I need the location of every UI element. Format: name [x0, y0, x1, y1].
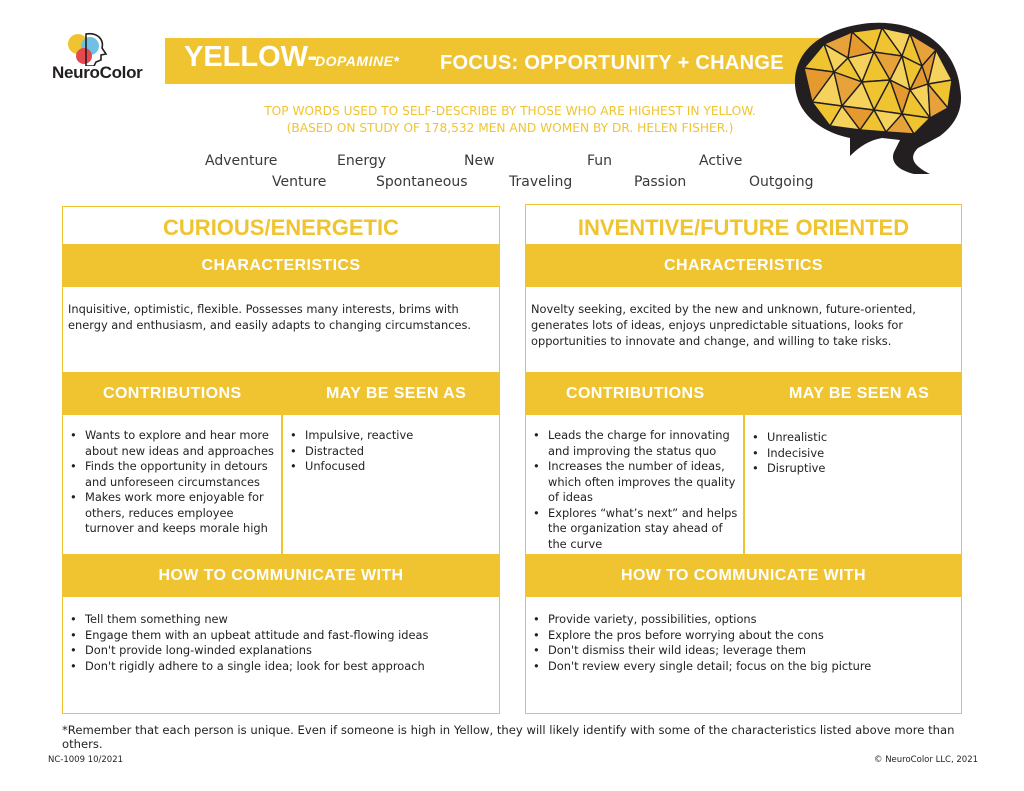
right-panel-title: INVENTIVE/FUTURE ORIENTED [577, 215, 910, 240]
keyword: Passion [634, 174, 687, 190]
left-contributions-header [63, 372, 499, 415]
logo-head-icon [64, 32, 124, 66]
list-item: • Don't rigidly adhere to a single idea; look for best approach [65, 659, 495, 675]
keyword: Traveling [509, 174, 573, 190]
list-item: • Explore the pros before worrying about the cons [528, 628, 958, 644]
focus-label: FOCUS: OPPORTUNITY + CHANGE [440, 52, 784, 74]
list-item: • Wants to explore and hear more about new ideas and approaches [65, 428, 279, 459]
document-code: NC-1009 10/2021 [48, 755, 124, 765]
right-contributions-header [526, 372, 961, 415]
right-contributions-list [528, 428, 742, 552]
left-seen-as-list [285, 428, 495, 475]
left-panel [62, 206, 500, 714]
brain-icon [790, 18, 965, 178]
right-seen-as-list [747, 430, 957, 477]
left-contributions-list [65, 428, 279, 537]
list-item: • Impulsive, reactive [285, 428, 495, 444]
list-item: • Finds the opportunity in detours and unforeseen circumstances [65, 459, 279, 490]
list-item: • Provide variety, possibilities, options [528, 612, 958, 628]
list-item: • Increases the number of ideas, which often improves the quality of ideas [528, 459, 742, 506]
right-characteristics-text: Novelty seeking, excited by the new and unknown, future-oriented, generates lots of ideas, enjoys unpredictable situations, looks for opportunities to innovate and change, and willing to take risks. [531, 302, 916, 348]
list-item: • Distracted [285, 444, 495, 460]
list-item: • Don't dismiss their wild ideas; leverage them [528, 643, 958, 659]
keyword: New [464, 153, 495, 169]
keyword: Fun [587, 153, 613, 169]
list-item: • Leads the charge for innovating and improving the status quo [528, 428, 742, 459]
keyword: Spontaneous [376, 174, 468, 190]
right-contributions-label: CONTRIBUTIONS [566, 384, 705, 402]
list-item: • Don't review every single detail; focus on the big picture [528, 659, 958, 675]
left-panel-title: CURIOUS/ENERGETIC [163, 215, 399, 240]
list-item: • Makes work more enjoyable for others, reduces employee turnover and keeps morale high [65, 490, 279, 537]
intro-text [200, 103, 820, 137]
copyright: © NeuroColor LLC, 2021 [874, 755, 979, 765]
page-subtitle: DOPAMINE* [315, 53, 400, 69]
left-seen-as-label: MAY BE SEEN AS [326, 384, 467, 402]
left-column-divider [281, 415, 283, 554]
header-banner [165, 38, 830, 84]
left-contributions-label: CONTRIBUTIONS [103, 384, 242, 402]
list-item: • Explores “what’s next” and helps the organization stay ahead of the curve [528, 506, 742, 553]
intro-line-2: (BASED ON STUDY OF 178,532 MEN AND WOMEN BY DR. HELEN FISHER.) [286, 121, 734, 135]
right-communicate-header: HOW TO COMMUNICATE WITH [526, 554, 961, 597]
neurocolor-logo [50, 32, 160, 86]
left-communicate-list [65, 612, 495, 674]
right-column-divider [743, 415, 745, 554]
keyword: Energy [337, 153, 387, 169]
keyword: Active [699, 153, 743, 169]
list-item: • Indecisive [747, 446, 957, 462]
intro-line-1: TOP WORDS USED TO SELF-DESCRIBE BY THOSE WHO ARE HIGHEST IN YELLOW. [264, 104, 756, 118]
list-item: • Disruptive [747, 461, 957, 477]
right-communicate-list [528, 612, 958, 674]
right-seen-as-label: MAY BE SEEN AS [789, 384, 930, 402]
page-title: YELLOW- [184, 41, 318, 73]
keyword: Adventure [205, 153, 278, 169]
list-item: • Unfocused [285, 459, 495, 475]
keyword: Venture [272, 174, 327, 190]
list-item: • Engage them with an upbeat attitude and fast-flowing ideas [65, 628, 495, 644]
right-panel [525, 204, 962, 714]
right-characteristics-header: CHARACTERISTICS [526, 244, 961, 287]
list-item: • Tell them something new [65, 612, 495, 628]
logo-wordmark: NeuroColor [52, 63, 143, 82]
keyword: Outgoing [749, 174, 814, 190]
footnote: *Remember that each person is unique. Even if someone is high in Yellow, they will likely identify with some of the characteristics listed above more than others. [62, 723, 955, 751]
left-characteristics-text: Inquisitive, optimistic, flexible. Possesses many interests, brims with energy and enthusiasm, and easily adapts to changing circumstances. [68, 302, 472, 332]
left-communicate-header: HOW TO COMMUNICATE WITH [63, 554, 499, 597]
list-item: • Unrealistic [747, 430, 957, 446]
left-characteristics-header: CHARACTERISTICS [63, 244, 499, 287]
list-item: • Don't provide long-winded explanations [65, 643, 495, 659]
